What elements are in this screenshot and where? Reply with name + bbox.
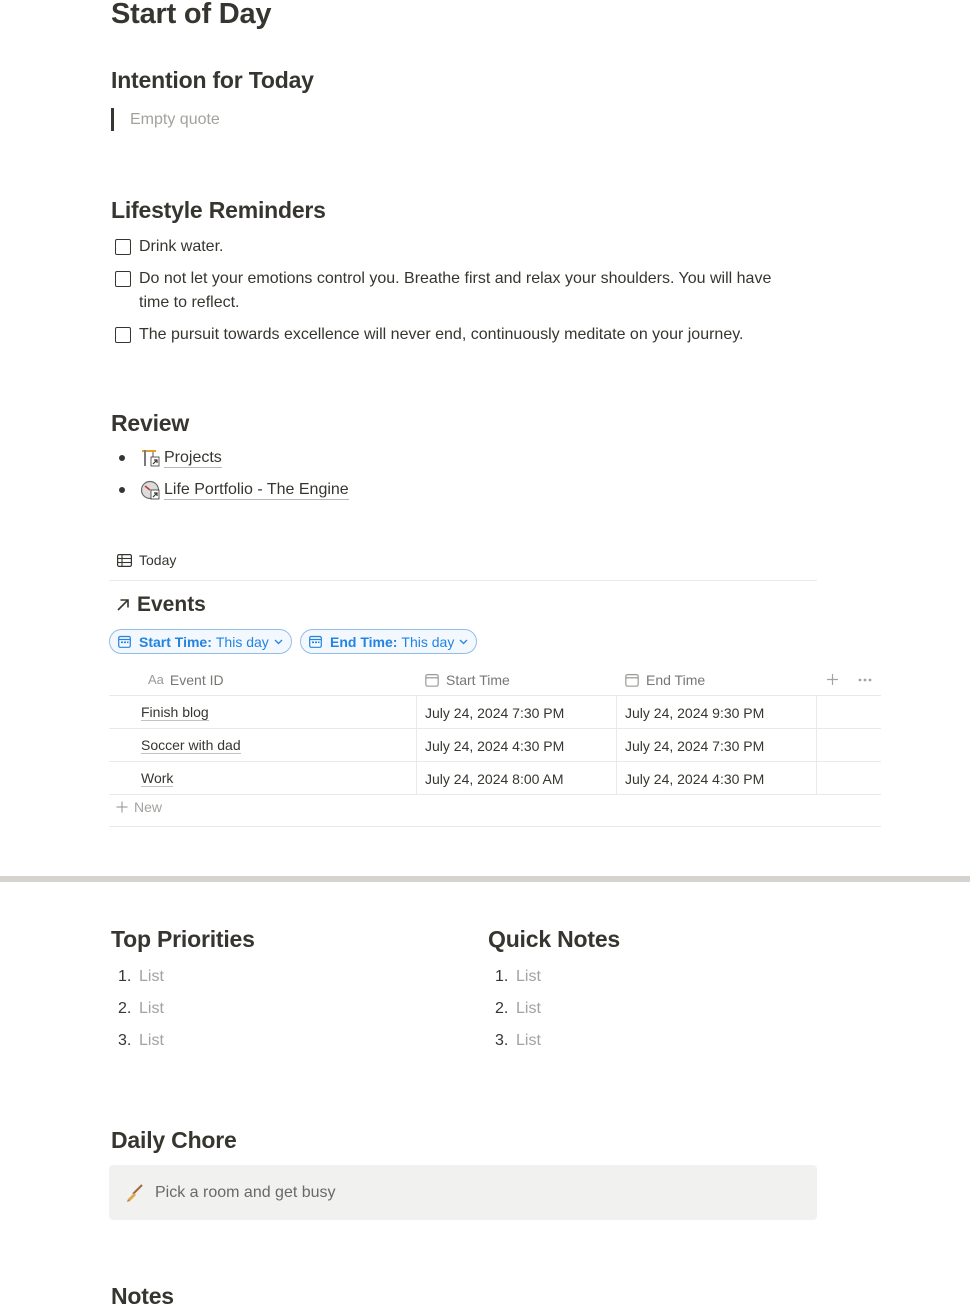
top-priorities-heading: Top Priorities [111,926,255,952]
table-row-event[interactable] [141,762,173,795]
engine-gauge-icon [140,480,160,500]
text-property-icon: Aa [148,672,164,687]
add-column-button[interactable] [826,664,846,695]
column-header-label: Event ID [169,671,224,688]
view-tab-today[interactable] [117,552,176,568]
filter-field: End Time: [330,633,398,650]
calendar-icon [309,635,322,648]
broom-icon [125,1183,145,1203]
intention-heading: Intention for Today [111,67,314,93]
column-divider [616,695,617,794]
list-number: 2. [118,1000,132,1017]
table-row-event[interactable] [141,696,209,729]
todo-text[interactable]: The pursuit towards excellence will never end, continuously meditate on your journey. [139,326,744,343]
todo-checkbox[interactable] [115,239,131,255]
more-horizontal-icon [858,678,872,682]
todo-text-line: time to reflect. [139,294,240,311]
plus-icon [826,673,839,686]
todo-text[interactable] [139,267,771,315]
todo-text-line: Do not let your emotions control you. Breathe first and relax your shoulders. You will have [139,270,772,287]
todo-item [115,267,805,315]
list-item[interactable] [495,1029,541,1053]
link-life-portfolio[interactable]: Life Portfolio - The Engine [164,480,349,498]
arrow-up-right-icon [116,598,130,612]
table-cell-start[interactable]: July 24, 2024 8:00 AM [425,770,564,787]
review-link-projects[interactable] [119,448,222,468]
list-number: 3. [118,1032,132,1049]
todo-checkbox[interactable] [115,271,131,287]
bullet [119,455,125,461]
event-title[interactable]: Finish blog [141,704,209,720]
view-divider [109,580,817,581]
page-title: Start of Day [111,0,272,30]
quote-placeholder: Empty quote [130,111,220,128]
todo-item [115,323,805,347]
list-placeholder: List [139,1032,164,1049]
event-title[interactable]: Work [141,770,174,786]
intention-quote[interactable] [111,108,220,131]
plus-icon [116,801,128,813]
table-icon [117,554,132,567]
column-header-start-time[interactable] [425,664,510,695]
review-link-life-portfolio[interactable] [119,480,349,500]
list-item[interactable] [118,997,164,1021]
chevron-down-icon [274,639,283,645]
table-cell-end[interactable]: July 24, 2024 4:30 PM [625,770,765,787]
table-row-event[interactable] [141,729,241,762]
calendar-icon [425,673,439,687]
table-cell-start[interactable]: July 24, 2024 7:30 PM [425,704,565,721]
crane-icon [140,448,160,468]
list-placeholder: List [139,1000,164,1017]
column-header-label: End Time [646,671,706,688]
new-row-label: New [134,799,163,815]
calendar-icon [625,673,639,687]
todo-checkbox[interactable] [115,327,131,343]
list-item[interactable] [118,965,164,989]
list-item[interactable] [495,965,541,989]
list-number: 3. [495,1032,509,1049]
column-divider [416,695,417,794]
list-placeholder: List [139,968,164,985]
new-row-button[interactable] [116,799,162,815]
more-options-button[interactable] [858,664,879,695]
table-cell-end[interactable]: July 24, 2024 7:30 PM [625,737,765,754]
database-title-text: Events [137,593,206,616]
todo-text[interactable]: Drink water. [139,238,224,255]
view-tab-label: Today [139,552,177,568]
review-heading: Review [111,410,190,436]
daily-chore-callout[interactable] [109,1165,817,1220]
list-placeholder: List [516,968,541,985]
list-placeholder: List [516,1000,541,1017]
list-number: 1. [118,968,132,985]
table-border [109,826,881,827]
database-title[interactable] [116,593,206,617]
list-item[interactable] [118,1029,164,1053]
list-placeholder: List [516,1032,541,1049]
section-divider [0,876,970,882]
bullet [119,487,125,493]
list-number: 2. [495,1000,509,1017]
callout-text: Pick a room and get busy [155,1183,336,1201]
column-divider [816,695,817,794]
column-header-event-id[interactable] [148,664,224,695]
filter-field: Start Time: [139,633,212,650]
filter-end-time[interactable] [300,629,477,654]
filter-value: This day [215,633,269,650]
daily-chore-heading: Daily Chore [111,1127,237,1153]
chevron-down-icon [459,639,468,645]
quick-notes-heading: Quick Notes [488,926,621,952]
column-header-end-time[interactable] [625,664,705,695]
event-title[interactable]: Soccer with dad [141,737,241,753]
column-header-label: Start Time [446,671,510,688]
todo-item [115,235,805,259]
list-item[interactable] [495,997,541,1021]
calendar-icon [118,635,131,648]
table-cell-end[interactable]: July 24, 2024 9:30 PM [625,704,765,721]
table-cell-start[interactable]: July 24, 2024 4:30 PM [425,737,565,754]
notes-heading: Notes [111,1283,174,1309]
list-number: 1. [495,968,509,985]
lifestyle-heading: Lifestyle Reminders [111,197,326,223]
filter-value: This day [401,633,455,650]
link-projects[interactable]: Projects [164,448,222,466]
filter-start-time[interactable] [109,629,292,654]
